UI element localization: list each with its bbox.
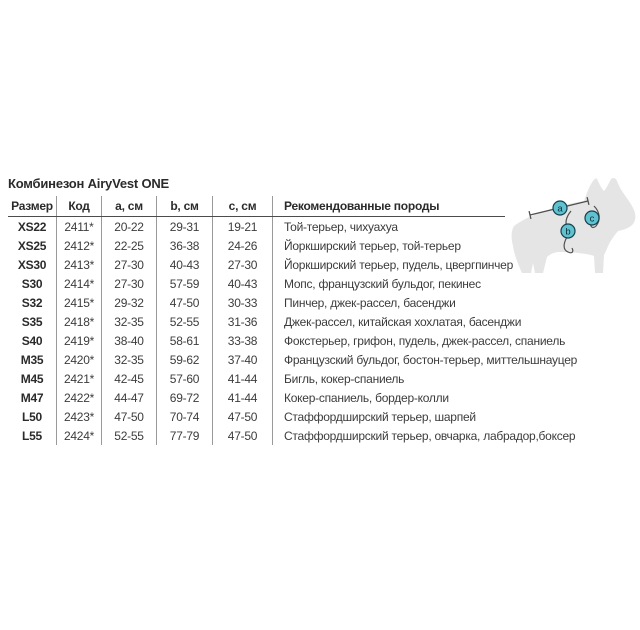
- table-row: [8, 293, 505, 312]
- size-cell: L50: [22, 409, 42, 424]
- a-cm-cell: 38-40: [101, 331, 156, 350]
- a-cm-cell: 42-45: [101, 369, 156, 388]
- breeds-cell: Пинчер, джек-рассел, басенджи: [272, 293, 497, 312]
- c-cm-cell: 30-33: [212, 293, 272, 312]
- c-cm-cell: 47-50: [212, 407, 272, 426]
- table-row: [8, 312, 522, 331]
- b-cm-cell: 59-62: [156, 350, 212, 369]
- table-row: [8, 388, 505, 407]
- code-cell: 2420*: [56, 350, 101, 369]
- code-cell: 2424*: [56, 426, 101, 445]
- table-row: [8, 407, 505, 426]
- header-code: Код: [56, 196, 101, 216]
- breeds-cell: Кокер-спаниель, бордер-колли: [272, 388, 497, 407]
- b-cm-cell: 58-61: [156, 331, 212, 350]
- size-cell: L55: [22, 428, 42, 443]
- breeds-cell: Йоркширский терьер, той-терьер: [272, 236, 497, 255]
- size-cell: XS25: [17, 238, 47, 253]
- table-row: [8, 236, 505, 255]
- table-body: [8, 217, 578, 445]
- breeds-cell: Стаффордширский терьер, овчарка, лабрадор,боксер: [272, 426, 497, 445]
- a-cm-cell: 20-22: [101, 217, 156, 236]
- size-cell: S40: [21, 333, 43, 348]
- a-cm-cell: 22-25: [101, 236, 156, 255]
- b-cm-cell: 36-38: [156, 236, 212, 255]
- c-cm-cell: 41-44: [212, 369, 272, 388]
- breeds-cell: Мопс, французский бульдог, пекинес: [272, 274, 497, 293]
- measurement-marker-b: [561, 224, 575, 238]
- c-cm-cell: 47-50: [212, 426, 272, 445]
- code-cell: 2411*: [56, 217, 101, 236]
- breeds-cell: Фокстерьер, грифон, пудель, джек-рассел, спаниель: [272, 331, 497, 350]
- code-cell: 2422*: [56, 388, 101, 407]
- c-cm-cell: 24-26: [212, 236, 272, 255]
- c-cm-cell: 31-36: [212, 312, 272, 331]
- b-cm-cell: 69-72: [156, 388, 212, 407]
- breeds-cell: Стаффордширский терьер, шарпей: [272, 407, 497, 426]
- b-cm-cell: 29-31: [156, 217, 212, 236]
- size-cell: M45: [20, 371, 44, 386]
- b-cm-cell: 47-50: [156, 293, 212, 312]
- code-cell: 2419*: [56, 331, 101, 350]
- header-size: Размер: [11, 199, 53, 213]
- a-cm-cell: 32-35: [101, 312, 156, 331]
- breeds-cell: Той-терьер, чихуахуа: [272, 217, 497, 236]
- marker-a-label: a: [557, 203, 563, 215]
- size-table: [8, 196, 578, 445]
- table-row: [8, 426, 576, 445]
- marker-c-label: c: [589, 213, 595, 225]
- dog-silhouette-image: [512, 178, 636, 273]
- code-cell: 2414*: [56, 274, 101, 293]
- c-cm-cell: 41-44: [212, 388, 272, 407]
- code-cell: 2423*: [56, 407, 101, 426]
- c-cm-cell: 40-43: [212, 274, 272, 293]
- code-cell: 2421*: [56, 369, 101, 388]
- table-row: [8, 217, 505, 236]
- table-row: [8, 350, 578, 369]
- code-cell: 2415*: [56, 293, 101, 312]
- table-row: [8, 274, 505, 293]
- code-cell: 2413*: [56, 255, 101, 274]
- c-cm-cell: 37-40: [212, 350, 272, 369]
- a-cm-cell: 52-55: [101, 426, 156, 445]
- header-a-cm: a, см: [101, 196, 156, 216]
- table-row: [8, 331, 566, 350]
- a-cm-cell: 47-50: [101, 407, 156, 426]
- measurement-marker-c: [585, 211, 599, 225]
- code-cell: 2418*: [56, 312, 101, 331]
- b-cm-cell: 57-60: [156, 369, 212, 388]
- a-cm-cell: 44-47: [101, 388, 156, 407]
- breeds-cell: Джек-рассел, китайская хохлатая, басенджи: [272, 312, 497, 331]
- marker-b-label: b: [565, 226, 571, 238]
- page-title: Комбинезон AiryVest ONE: [8, 176, 170, 191]
- c-cm-cell: 27-30: [212, 255, 272, 274]
- c-cm-cell: 19-21: [212, 217, 272, 236]
- size-cell: M47: [20, 390, 44, 405]
- size-cell: M35: [20, 352, 44, 367]
- code-cell: 2412*: [56, 236, 101, 255]
- size-cell: S30: [21, 276, 43, 291]
- b-cm-cell: 52-55: [156, 312, 212, 331]
- b-cm-cell: 77-79: [156, 426, 212, 445]
- b-cm-cell: 40-43: [156, 255, 212, 274]
- breeds-cell: Французский бульдог, бостон-терьер, миттельшнауцер: [272, 350, 497, 369]
- size-cell: XS22: [17, 219, 47, 234]
- header-b-cm: b, см: [156, 196, 212, 216]
- b-cm-cell: 57-59: [156, 274, 212, 293]
- table-row: [8, 369, 505, 388]
- table-row: [8, 255, 514, 274]
- header-c-cm: c, см: [212, 196, 272, 216]
- c-cm-cell: 33-38: [212, 331, 272, 350]
- a-cm-cell: 27-30: [101, 255, 156, 274]
- b-cm-cell: 70-74: [156, 407, 212, 426]
- size-cell: XS30: [17, 257, 47, 272]
- header-breeds: Рекомендованные породы: [272, 196, 497, 216]
- dog-measurement-diagram: [500, 160, 640, 280]
- breeds-cell: Бигль, кокер-спаниель: [272, 369, 497, 388]
- a-cm-cell: 27-30: [101, 274, 156, 293]
- a-cm-cell: 32-35: [101, 350, 156, 369]
- size-cell: S32: [21, 295, 43, 310]
- table-header-row: [8, 196, 505, 217]
- breeds-cell: Йоркширский терьер, пудель, цвергпинчер: [272, 255, 497, 274]
- measurement-marker-a: [553, 201, 567, 215]
- size-cell: S35: [21, 314, 43, 329]
- a-cm-cell: 29-32: [101, 293, 156, 312]
